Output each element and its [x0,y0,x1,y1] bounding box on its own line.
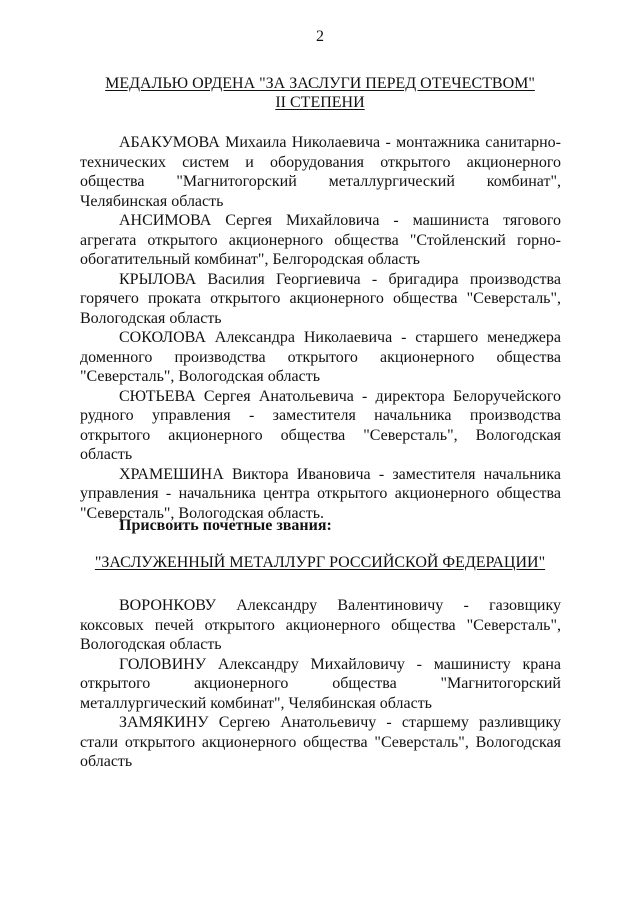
section1-entries [80,133,561,523]
section2-heading [80,553,560,572]
award-entry: КРЫЛОВА Василия Георгиевича - бригадира производства горячего проката открытого акционерного общества "Северсталь", Вологодская область [80,270,561,327]
section1-heading-line1: МЕДАЛЬЮ ОРДЕНА "ЗА ЗАСЛУГИ ПЕРЕД ОТЕЧЕСТВОМ" [105,75,535,92]
title-entry: ВОРОНКОВУ Александру Валентиновичу - газовщику коксовых печей открытого акционерного общества "Северсталь", Вологодская область [80,597,561,653]
section2-heading-text: "ЗАСЛУЖЕННЫЙ МЕТАЛЛУРГ РОССИЙСКОЙ ФЕДЕРАЦИИ" [94,554,546,571]
award-entry: ХРАМЕШИНА Виктора Ивановича - заместителя начальника управления - начальника центра открытого акционерного общества "Северсталь", Вологодская область. [80,465,561,522]
award-entry: СОКОЛОВА Александра Николаевича - старшего менеджера доменного производства открытого акционерного общества "Северсталь", Вологодская область [80,329,561,385]
award-entry: АНСИМОВА Сергея Михайловича - машиниста тягового агрегата открытого акционерного общества "Стойленский горно-обогатительный комбинат", Белгородская область [80,212,561,268]
title-entry: ЗАМЯКИНУ Сергею Анатольевичу - старшему разливщику стали открытого акционерного общества "Северсталь", Вологодская область [80,714,561,770]
section2-entries [80,596,561,772]
section1-heading [80,74,560,112]
page-number: 2 [316,28,324,45]
titles-subheading: Присвоить почетные звания: [119,517,332,534]
title-entry: ГОЛОВИНУ Александру Михайловичу - машинисту крана открытого акционерного общества "Магнитогорский металлургический комбинат", Челябинская область [80,655,561,712]
section1-heading-line2: II СТЕПЕНИ [275,94,365,111]
award-entry: СЮТЬЕВА Сергея Анатольевича - директора Белоручейского рудного управления - заместителя начальника производства открытого акционерного общества "Северсталь", Вологодская область [80,387,561,463]
award-entry: АБАКУМОВА Михаила Николаевича - монтажника санитарно-технических систем и оборудования открытого акционерного общества "Магнитогорский металлургический комбинат", Челябинская область [80,134,561,210]
